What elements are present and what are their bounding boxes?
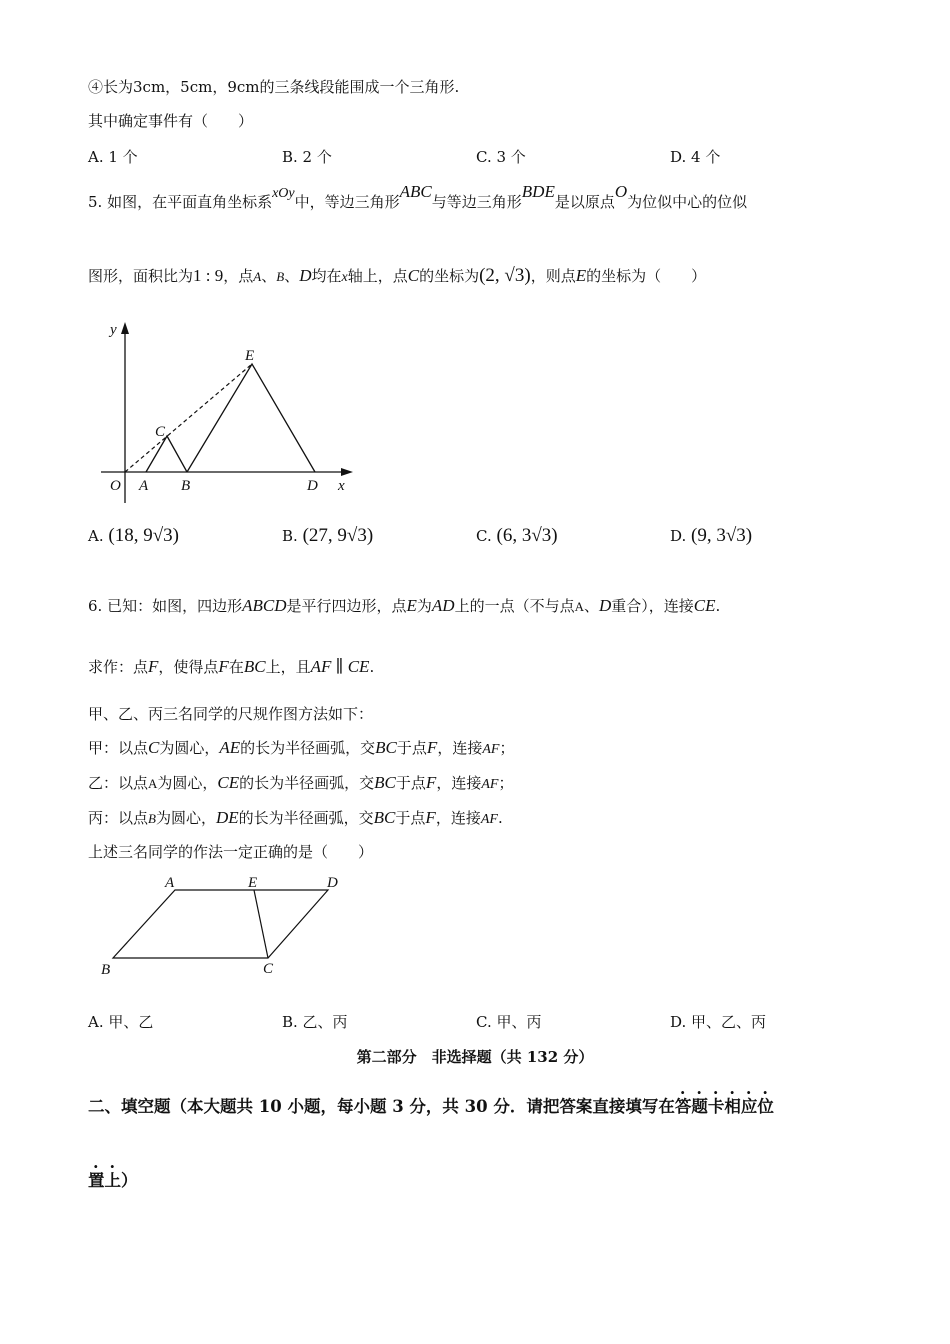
q5-figure [95,318,365,508]
q4-option-b: B. 2 个 [282,148,332,166]
q6-line2: 求作：点F，使得点F在BC上，且AF ∥ CE. [88,657,375,676]
q6-option-a: A. 甲、乙 [88,1013,154,1031]
q5-option-c: C. (6, 3√3) [476,525,558,546]
label-b: B [181,478,191,494]
y-axis-arrow [121,322,129,334]
label-x: x [338,478,345,494]
q6-option-c: C. 甲、丙 [476,1013,542,1031]
label-y: y [110,322,117,338]
q6-line1: 6. 已知：如图，四边形ABCD是平行四边形，点E为AD上的一点（不与点A、D重合），连接CE. [88,596,721,615]
q6-option-d: D. 甲、乙、丙 [670,1013,767,1031]
q6-method-bing: 丙：以点B为圆心，DE的长为半径画弧，交BC于点F，连接AF. [88,808,503,827]
label-d: D [327,875,338,891]
q6-stem: 上述三名同学的作法一定正确的是（ ） [88,843,374,861]
label-a: A [139,478,149,494]
q4-item4: ④长为3cm，5cm，9cm的三条线段能围成一个三角形. [88,78,460,96]
section-2-heading-cont: 置上） [88,1171,138,1190]
q5-line1: 5. 如图，在平面直角坐标系xOy中，等边三角形ABC与等边三角形BDE是以原点O为位似中心的位似 [88,182,748,211]
q5-option-a: A. (18, 9√3) [88,525,179,546]
label-d: D [307,478,318,494]
q5-option-d: D. (9, 3√3) [670,525,753,546]
triangle-abc [146,436,187,472]
label-e: E [245,348,255,364]
q4-stem: 其中确定事件有（ ） [88,112,254,130]
triangle-bde [187,364,315,472]
label-c: C [263,961,274,977]
q5-line2: 图形，面积比为1 : 9，点A、B、D均在x轴上，点C的坐标为(2, √3)，则点E的坐标为（ ） [88,265,707,286]
label-e: E [248,875,258,891]
q4-option-c: C. 3 个 [476,148,526,166]
label-b: B [101,962,111,978]
q4-option-a: A. 1 个 [88,148,138,166]
q4-option-d: D. 4 个 [670,148,721,166]
part2-title: 第二部分 非选择题（共 132 分） [356,1048,594,1066]
q6-option-b: B. 乙、丙 [282,1013,348,1031]
segment-ce [254,890,268,958]
label-c: C [155,424,166,440]
q6-line3: 甲、乙、丙三名同学的尺规作图方法如下： [88,705,374,723]
q5-option-b: B. (27, 9√3) [282,525,374,546]
q6-figure [95,870,355,980]
section-2-heading: 二、填空题（本大题共 10 小题，每小题 3 分，共 30 分．请把答案直接填写在答题卡相应位 [88,1097,774,1116]
q5-coord-c: (2, √3) [479,265,531,286]
dashed-line-oe [125,364,252,472]
x-axis-arrow [341,468,353,476]
q6-method-yi: 乙：以点A为圆心，CE的长为半径画弧，交BC于点F，连接AF； [88,773,514,792]
label-o: O [110,478,121,494]
q6-method-jia: 甲：以点C为圆心，AE的长为半径画弧，交BC于点F，连接AF； [88,738,515,757]
label-a: A [165,875,175,891]
parallelogram-abcd [113,890,328,958]
